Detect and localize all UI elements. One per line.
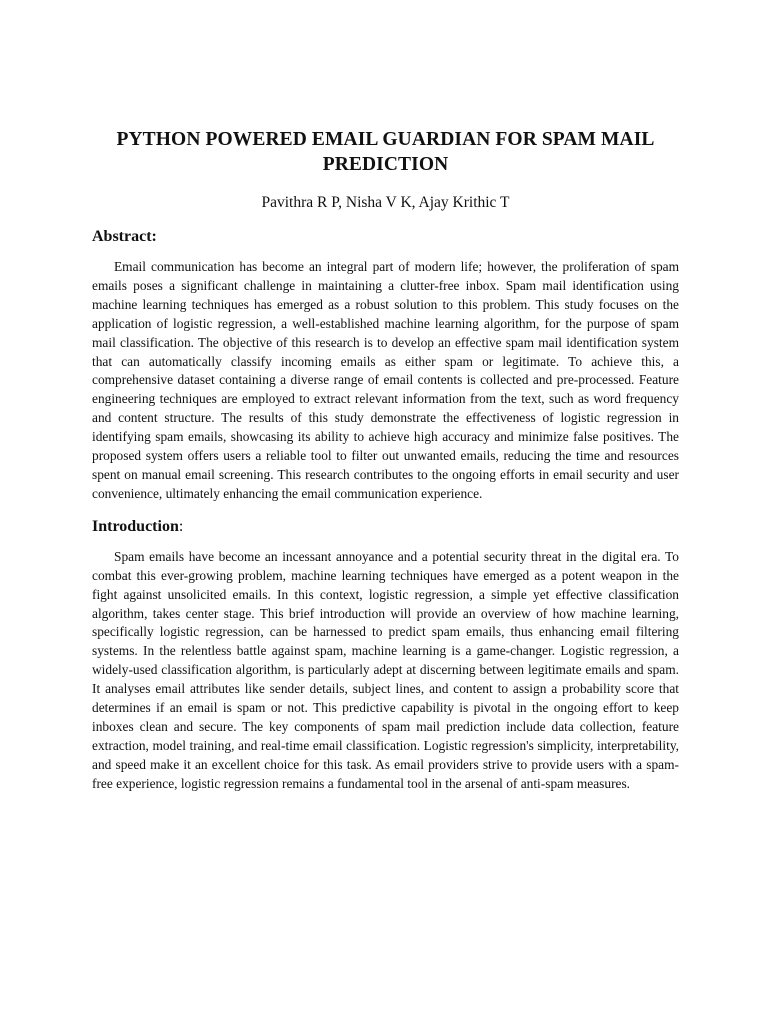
- paper-title: PYTHON POWERED EMAIL GUARDIAN FOR SPAM MAIL PREDICTION: [116, 129, 655, 175]
- document-page: [92, 0, 679, 794]
- author-list: Pavithra R P, Nisha V K, Ajay Krithic T: [261, 194, 510, 211]
- abstract-paragraph: Email communication has become an integral part of modern life; however, the proliferation of spam emails poses a significant challenge in maintaining a clutter-free inbox. Spam mail identification using machine learning techniques has emerged as a robust solution to this problem. This study focuses on the application of logistic regression, a well-established machine learning algorithm, for the purpose of spam mail classification. The objective of this research is to develop an effective spam mail identification system that can automatically classify incoming emails as either spam or legitimate. To achieve this, a comprehensive dataset containing a diverse range of email contents is collected and pre-processed. Feature engineering techniques are employed to extract relevant information from the text, such as word frequency and content structure. The results of this study demonstrate the effectiveness of logistic regression in identifying spam emails, showcasing its ability to achieve high accuracy and minimize false positives. The proposed system offers users a reliable tool to filter out unwanted emails, reducing the time and resources spent on manual email screening. This research contributes to the ongoing efforts in email security and user convenience, ultimately enhancing the email communication experience.: [92, 259, 679, 501]
- abstract-heading: Abstract:: [92, 228, 157, 245]
- introduction-heading-colon: :: [178, 517, 184, 535]
- introduction-heading-text: Introduction: [92, 517, 179, 535]
- introduction-heading: [92, 517, 679, 537]
- introduction-paragraph: Spam emails have become an incessant annoyance and a potential security threat in the digital era. To combat this ever-growing problem, machine learning techniques have emerged as a potent weapon in the fight against unsolicited emails. In this context, logistic regression, a simple yet effective classification algorithm, takes center stage. This brief introduction will provide an overview of how machine learning, specifically logistic regression, can be harnessed to predict spam emails, thus enhancing email filtering systems. In the relentless battle against spam, machine learning is a game-changer. Logistic regression, a widely-used classification algorithm, is particularly adept at discerning between legitimate emails and spam. It analyses email attributes like sender details, subject lines, and content to assign a probability score that determines if an email is spam or not. This predictive capability is pivotal in the ongoing effort to keep inboxes clean and secure. The key components of spam mail prediction include data collection, feature extraction, model training, and real-time email classification. Logistic regression's simplicity, interpretability, and speed make it an excellent choice for this task. As email providers strive to provide users with a spam-free experience, logistic regression remains a fundamental tool in the arsenal of anti-spam measures.: [92, 548, 679, 791]
